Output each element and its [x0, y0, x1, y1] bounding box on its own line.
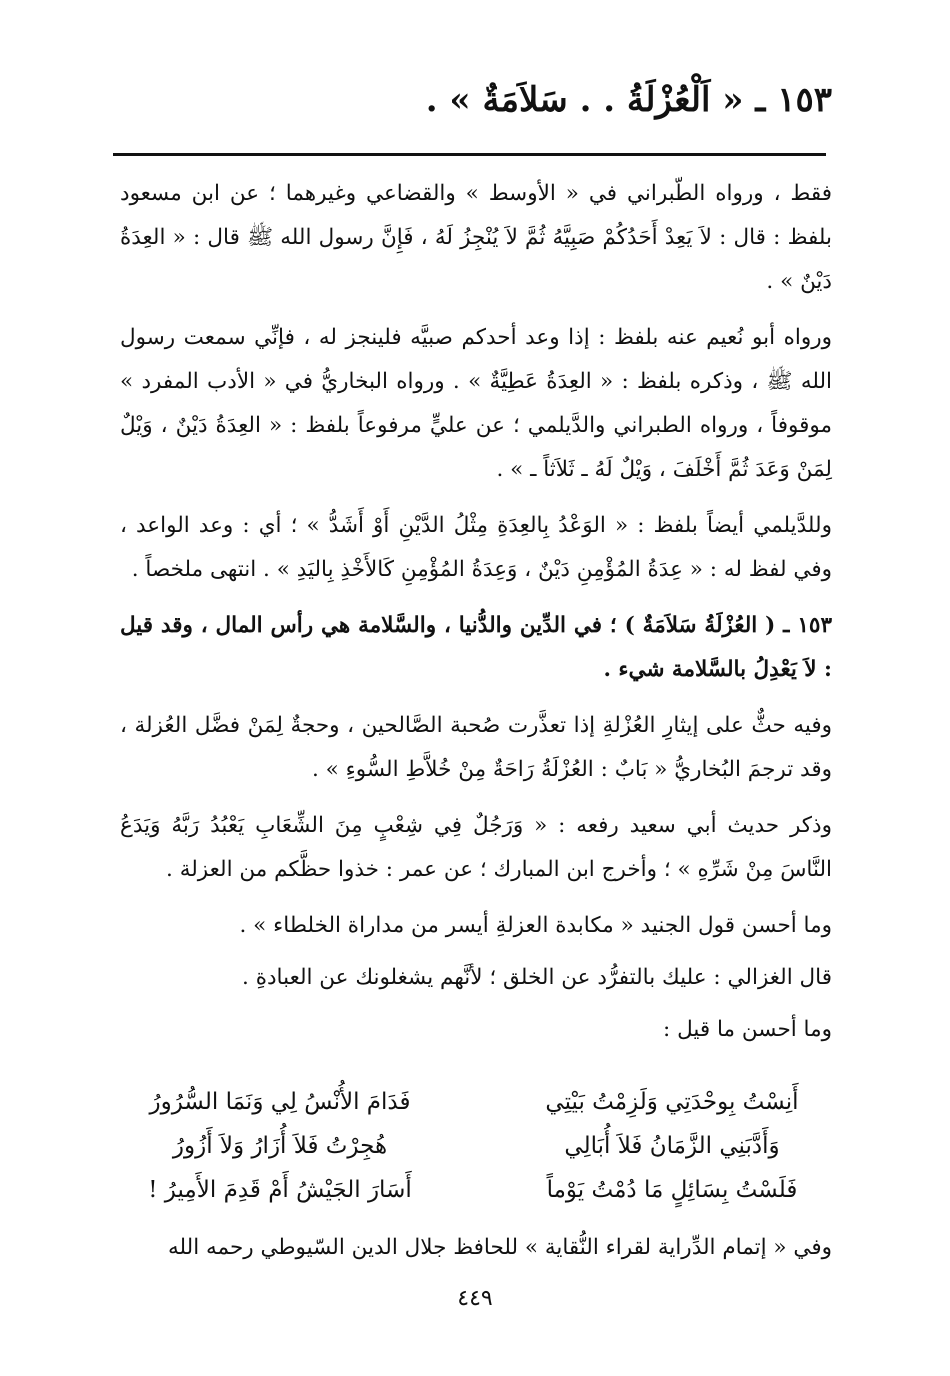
header-divider	[113, 153, 826, 156]
poem-hemistich-first: فَلَسْتُ بِسَائِلٍ مَا دُمْتُ يَوْماً	[546, 1177, 798, 1203]
poem-hemistich-first: وَأَدَّبَنِي الزَّمَانُ فَلاَ أُبَالِي	[564, 1133, 780, 1159]
poem-hemistich-first: أَنِسْتُ بِوحْدَتِي وَلَزِمْتُ بَيْتِي	[545, 1089, 799, 1115]
closing-line: وفي « إتمام الدِّراية لقراء النُّقاية » للحافظ جلال الدين السّيوطي رحمه الله	[168, 1235, 832, 1260]
poem-verse	[120, 1080, 832, 1124]
poem-verse	[120, 1124, 832, 1168]
paragraph: ١٥٣ ـ ( العُزْلَةُ سَلاَمَةٌ ) ؛ في الدِّين والدُّنيا ، والسَّلامة هي رأس المال ، وقد قيل : لاَ يَعْدِلُ بالسَّلامة شيء .	[120, 613, 832, 682]
page-title: ١٥٣ ـ « اَلْعُزْلَةُ . . سَلاَمَةٌ » .	[425, 80, 832, 120]
poem-verse	[120, 1168, 832, 1212]
poem-hemistich-second: هُجِرْتُ فَلاَ أُزَارُ وَلاَ أَزُورُ	[172, 1133, 388, 1159]
paragraph: قال الغزالي : عليك بالتفرُّد عن الخلق ؛ لأنَّهم يشغلونك عن العبادةِ .	[242, 965, 832, 990]
page-number: ٤٤٩	[457, 1286, 493, 1311]
paragraph: فقط ، ورواه الطّبراني في « الأوسط » والقضاعي وغيرهما ؛ عن ابن مسعود بلفظ : قال : لاَ يَعِدْ أَحَدُكُمْ صَبِيَّهُ ثُمَّ لاَ يُنْجِزُ لَهُ ، فَإِنَّ رسول الله ﷺ قال : « العِدَةُ دَيْنٌ » .	[120, 181, 832, 294]
paragraph: وللدَّيلمي أيضاً بلفظ : « الوَعْدُ بِالعِدَةِ مِثْلُ الدَّيْنِ أَوْ أَشَدُّ » ؛ أي : وعد الواعد ، وفي لفظ له : « عِدَةُ المُؤْمِنِ دَيْنٌ ، وَعِدَةُ المُؤْمِنِ كَالأَخْذِ بِاليَدِ » . انتهى ملخصاً .	[120, 513, 832, 582]
paragraph: وما أحسن قول الجنيد « مكابدة العزلةِ أيسر من مداراة الخلطاء » .	[239, 913, 832, 938]
paragraph: وذكر حديث أبي سعيد رفعه : « وَرَجُلٌ فِي شِعْبٍ مِنَ الشِّعَابِ يَعْبُدُ رَبَّهُ وَيَدَعُ النَّاسَ مِنْ شَرِّهِ » ؛ وأخرج ابن المبارك ؛ عن عمر : خذوا حظَّكم من العزلة .	[120, 813, 832, 882]
poem-hemistich-second: أَسَارَ الجَيْشُ أَمْ قَدِمَ الأَمِيرُ !	[148, 1177, 412, 1203]
poem-hemistich-second: فَدَامَ الأُنْسُ لِي وَنَمَا السُّرُورُ	[149, 1089, 411, 1115]
paragraph: وما أحسن ما قيل :	[663, 1017, 832, 1042]
poem	[120, 1080, 832, 1212]
main-text	[120, 172, 832, 1060]
paragraph: وفيه حثٌّ على إيثارِ العُزْلةِ إذا تعذَّرت صُحبة الصَّالحين ، وحجةٌ لِمَنْ فضَّل العُزلة ، وقد ترجمَ البُخاريُّ « بَابٌ : العُزْلَةُ رَاحَةٌ مِنْ خُلاَّطِ السُّوءِ » .	[120, 713, 832, 782]
paragraph: ورواه أبو نُعيم عنه بلفظ : إذا وعد أحدكم صبيَّه فلينجز له ، فإنِّي سمعت رسول الله ﷺ ، وذكره بلفظ : « العِدَةُ عَطِيَّةٌ » . ورواه البخاريُّ في « الأدب المفرد » موقوفاً ، ورواه الطبراني والدَّيلمي ؛ عن عليٍّ مرفوعاً بلفظ : « العِدَةُ دَيْنٌ ، وَيْلٌ لِمَنْ وَعَدَ ثُمَّ أَخْلَفَ ، وَيْلٌ لَهُ ـ ثَلاَثاً ـ » .	[120, 325, 832, 482]
